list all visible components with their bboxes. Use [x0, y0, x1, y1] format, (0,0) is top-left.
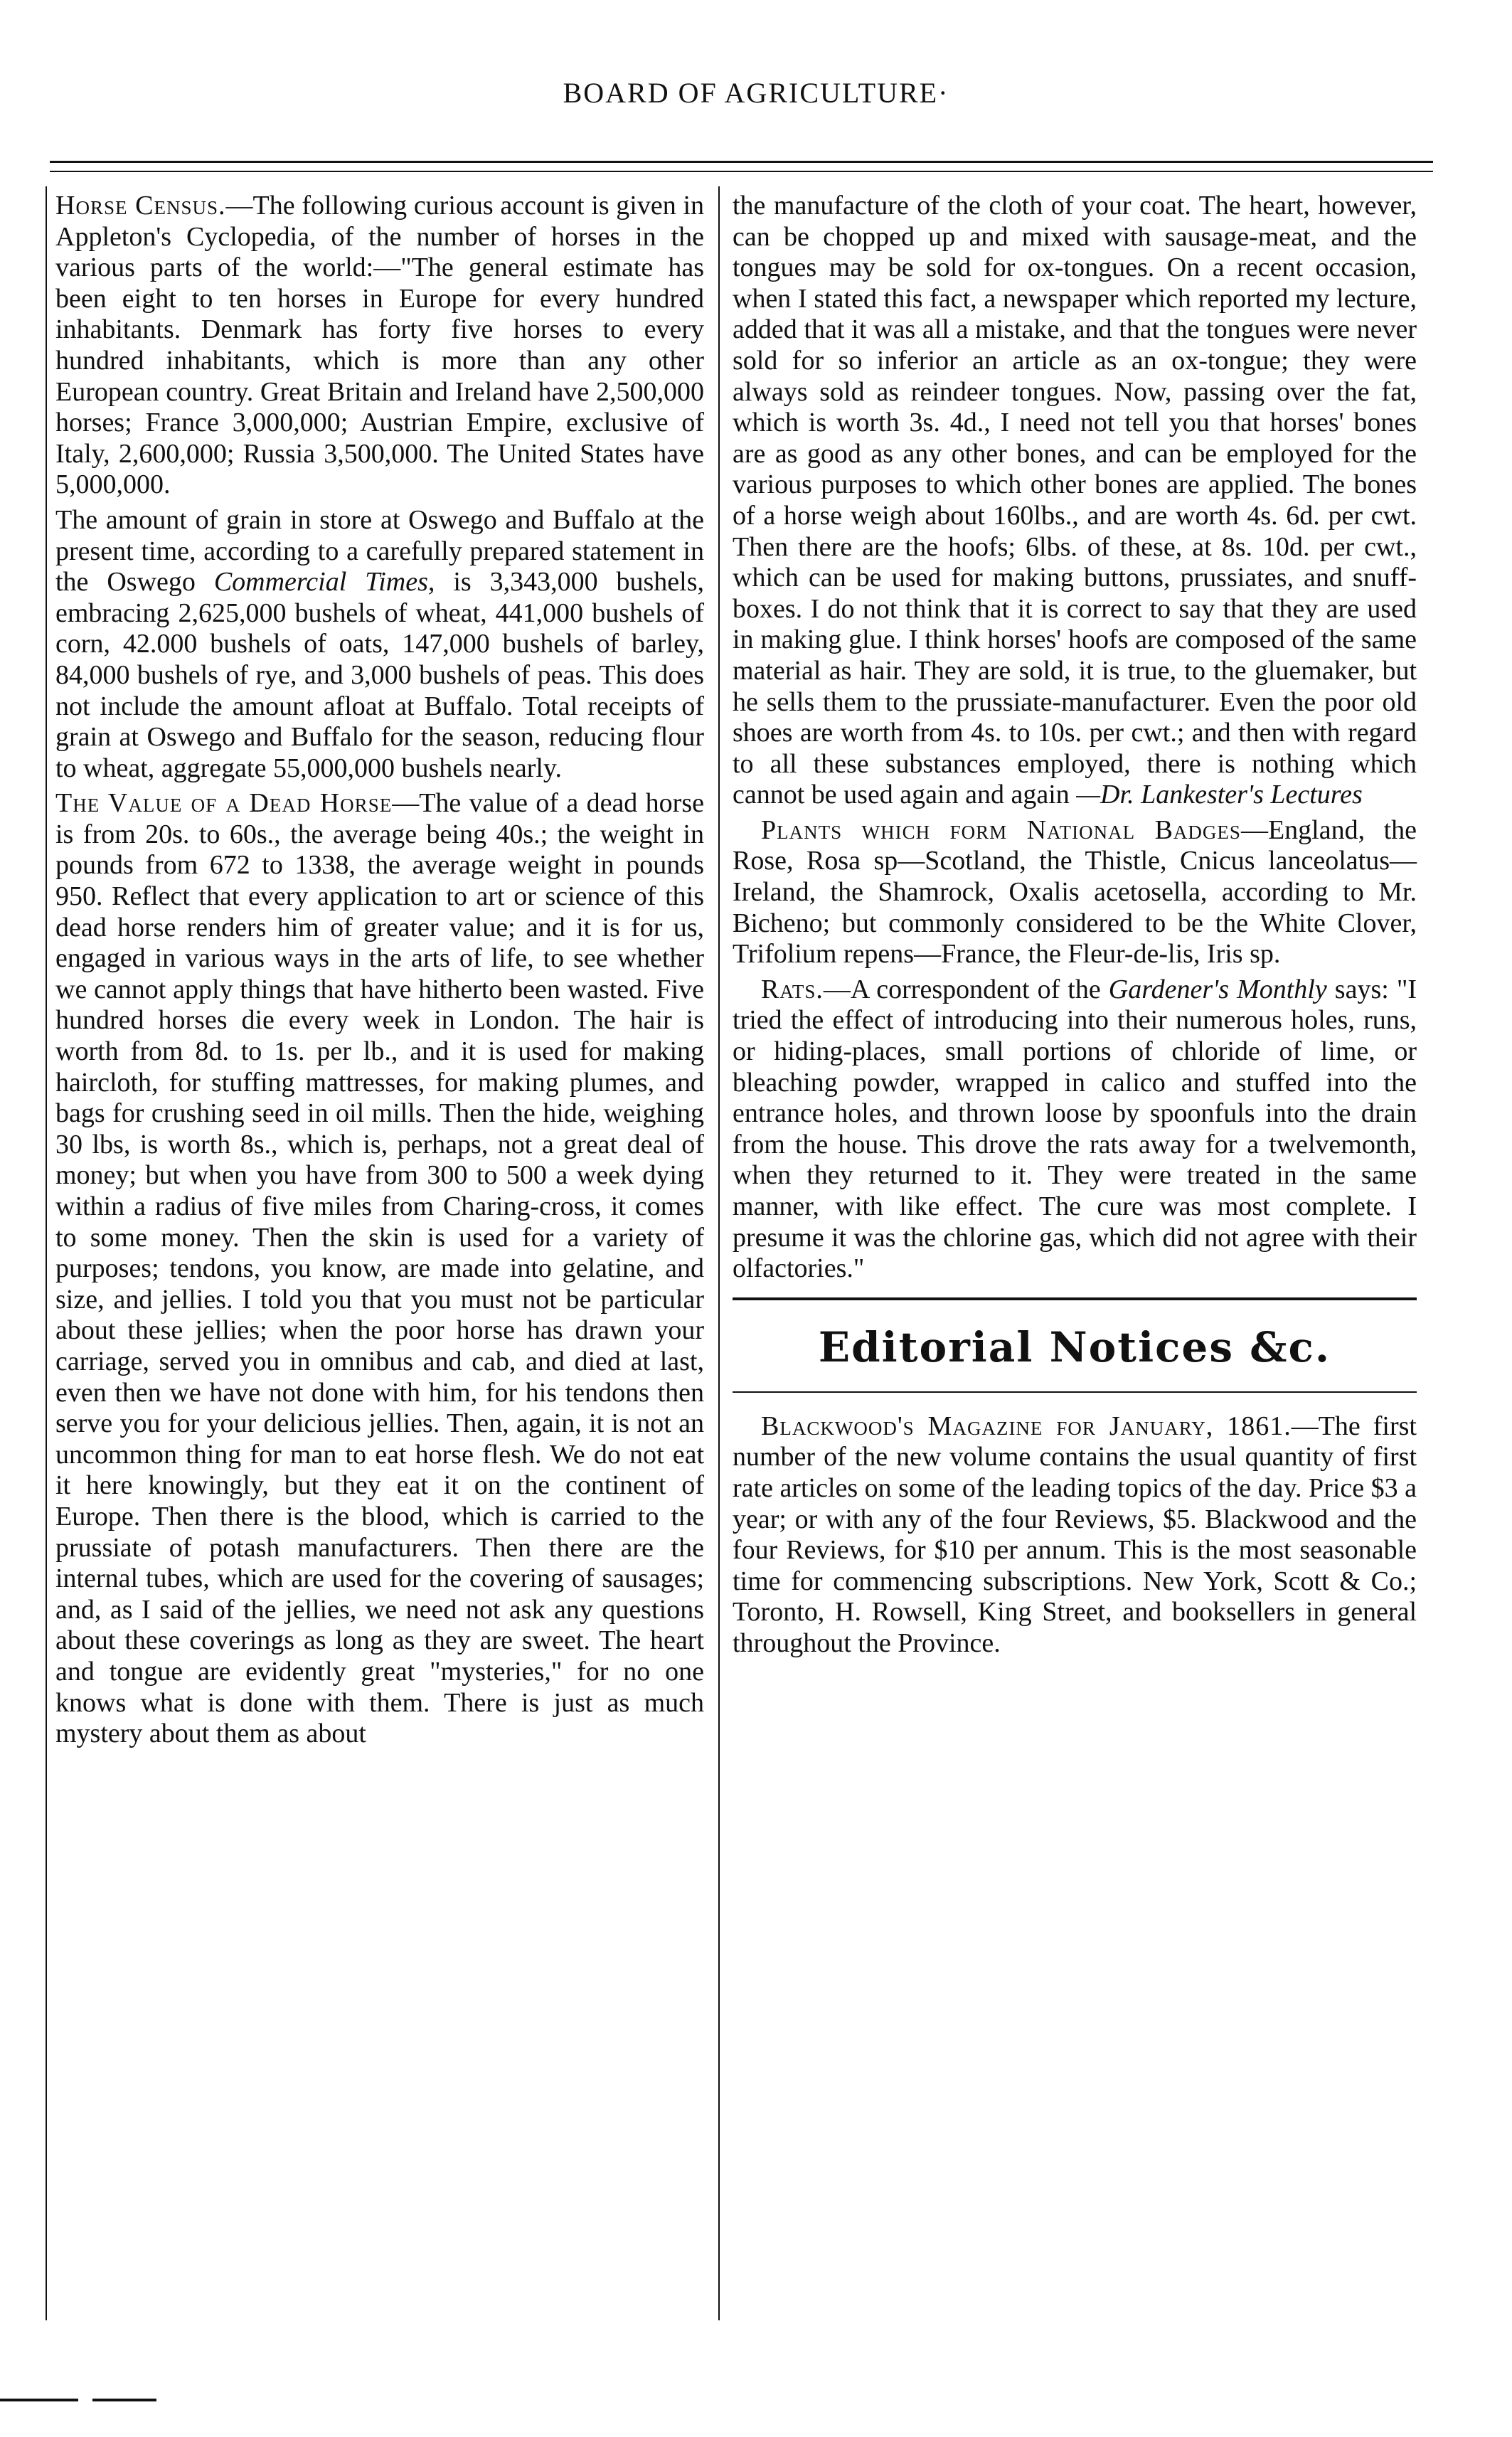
- notice-body: —The first number of the new volume contains the usual quantity of first rate articles on some of the leading topics of the day. Price $3 a year; or with any of the four Reviews, $5. Blackwood and the four Reviews, for $10 per annum. This is the most seasonable time for commencing subscriptions. New York, Scott & Co.; Toronto, H. Rowsell, King Street, and booksellers in general throughout the Province.: [733, 1411, 1417, 1658]
- publication-title: Commercial Times,: [213, 567, 435, 598]
- publication-title: Gardener's Monthly: [1108, 974, 1327, 1004]
- article-heading: The Value of a Dead Horse: [55, 788, 393, 819]
- running-title: BOARD OF AGRICULTURE·: [563, 77, 949, 109]
- article-body: the manufacture of the cloth of your coat. The heart, however, can be chopped up and mixed with sausage-meat, and the tongues may be sold for ox-tongues. On a recent occasion, when I stated this fact, a newspaper which reported my lecture, added that it was all a mistake, and that the tongues were never sold for so inferior an article as an ox-tongue; they were always sold as reindeer tongues. Now, passing over the fat, which is worth 3s. 4d., I need not tell you that horses' bones are as good as any other bones, and can be employed for the various purposes to which other bones are applied. The bones of a horse weigh about 160lbs., and are worth 4s. 6d. per cwt. Then there are the hoofs; 6lbs. of these, at 8s. 10d. per cwt., which can be used for making buttons, prussiates, and snuff-boxes. I do not think that it is correct to say that they are used in making glue. I think horses' hoofs are composed of the same material as hair. They are sold, it is true, to the gluemaker, but he sells them to the prussiate-manufacturer. Even the poor old shoes are worth from 4s. to 10s. per cwt.; and then with regard to all these substances employed, there is nothing which cannot be used again and again: [733, 191, 1417, 810]
- article-heading: Rats.: [761, 974, 824, 1004]
- article-heading: Plants which form National Badges: [761, 814, 1241, 845]
- article-horse-census: [55, 191, 704, 501]
- article-grain-oswego: [55, 505, 704, 784]
- column-divider: [718, 186, 720, 2320]
- header-rule-thick: [50, 161, 1433, 163]
- notice-heading: Blackwood's Magazine for January, 1861.: [761, 1411, 1292, 1441]
- article-body: The amount of grain in store at Oswego and Buffalo at the present time, according to a carefully prepared statement in the Oswego: [55, 504, 704, 598]
- section-rule-bottom: [733, 1391, 1417, 1393]
- article-dead-horse: [55, 788, 704, 1749]
- header-rule-thin: [50, 171, 1433, 172]
- article-national-badges: [733, 815, 1417, 970]
- article-heading: Horse Census.: [55, 191, 226, 221]
- footer-mark-left: [0, 2399, 78, 2401]
- notice-blackwood: [733, 1411, 1417, 1660]
- article-body-continued: is 3,343,000 bushels, embracing 2,625,000 bushels of wheat, 441,000 bushels of corn, 42.000 bushels of oats, 147,000 bushels of barley, 84,000 bushels of rye, and 3,000 bushels of peas. This does not include the amount afloat at Buffalo. Total receipts of grain at Oswego and Buffalo for the season, reducing flour to wheat, aggregate 55,000,000 bushels nearly.: [55, 567, 704, 783]
- footer-mark-right: [92, 2399, 156, 2401]
- article-intro: —A correspondent of the: [823, 974, 1101, 1004]
- left-margin-rule: [46, 186, 47, 2320]
- article-body: —The following curious account is given in Appleton's Cyclopedia, of the number of horses in the various parts of the world:—"The general estimate has been eight to ten horses in Europe for every hundred inhabitants. Denmark has forty five horses to every hundred inhabitants, which is more than any other European country. Great Britain and Ireland have 2,500,000 horses; France 3,000,000; Austrian Empire, exclusive of Italy, 2,600,000; Russia 3,500,000. The United States have 5,000,000.: [55, 191, 705, 500]
- article-body: says: "I tried the effect of introducing into their numerous holes, runs, or hiding-places, small portions of chloride of lime, or bleaching powder, wrapped in calico and stuffed into the entrance holes, and thrown loose by spoonfuls into the drain from the house. This drove the rats away for a twelvemonth, when they returned to it. They were treated in the same manner, with like effect. The cure was most complete. I presume it was the chlorine gas, which did not agree with their olfactories.": [733, 974, 1417, 1284]
- article-body: —The value of a dead horse is from 20s. to 60s., the average being 40s.; the weight in pounds from 672 to 1338, the average weight in pounds 950. Reflect that every application to art or science of this dead horse renders him of greater value; and it is for us, engaged in various ways in the arts of life, to see whether we cannot apply things that have hitherto been wasted. Five hundred horses die every week in London. The hair is worth from 8d. to 1s. per lb., and it is used for making haircloth, for stuffing mattresses, for making plumes, and bags for crushing seed in oil mills. Then the hide, weighing 30 lbs, is worth 8s., which is, perhaps, not a great deal of money; but when you have from 300 to 500 a week dying within a radius of five miles from Charing-cross, it comes to some money. Then the skin is used for a variety of purposes; tendons, you know, are made into gelatine, and size, and jellies. I told you that you must not be particular about these jellies; when the poor horse has drawn your carriage, served you in omnibus and cab, and died at last, even then we have not done with him, for his tendons then serve you for your delicious jellies. Then, again, it is not an uncommon thing for man to eat horse flesh. We do not eat it here knowingly, but they eat it on the continent of Europe. Then there is the blood, which is carried to the prussiate of potash manufacturers. Then there are the internal tubes, which are used for the covering of sausages; and, as I said of the jellies, we need not ask any questions about these coverings as long as they are sweet. The heart and tongue are evidently great "mysteries," for no one knows what is done with them. There is just as much mystery about them as about: [55, 788, 704, 1749]
- section-rule-top: [733, 1297, 1417, 1300]
- article-dead-horse-continued: [733, 191, 1417, 811]
- left-column: [55, 191, 704, 1750]
- article-body: —England, the Rose, Rosa sp—Scotland, the Thistle, Cnicus lanceolatus—Ireland, the Shamrock, Oxalis acetosella, according to Mr. Bicheno; but commonly considered to be the White Clover, Trifolium repens—France, the Fleur-de-lis, Iris sp.: [733, 814, 1417, 970]
- article-attribution: —Dr. Lankester's Lectures: [1076, 780, 1363, 810]
- article-rats: [733, 975, 1417, 1285]
- right-column: [733, 191, 1417, 1660]
- section-heading-editorial: Editorial Notices &c.: [818, 1322, 1331, 1371]
